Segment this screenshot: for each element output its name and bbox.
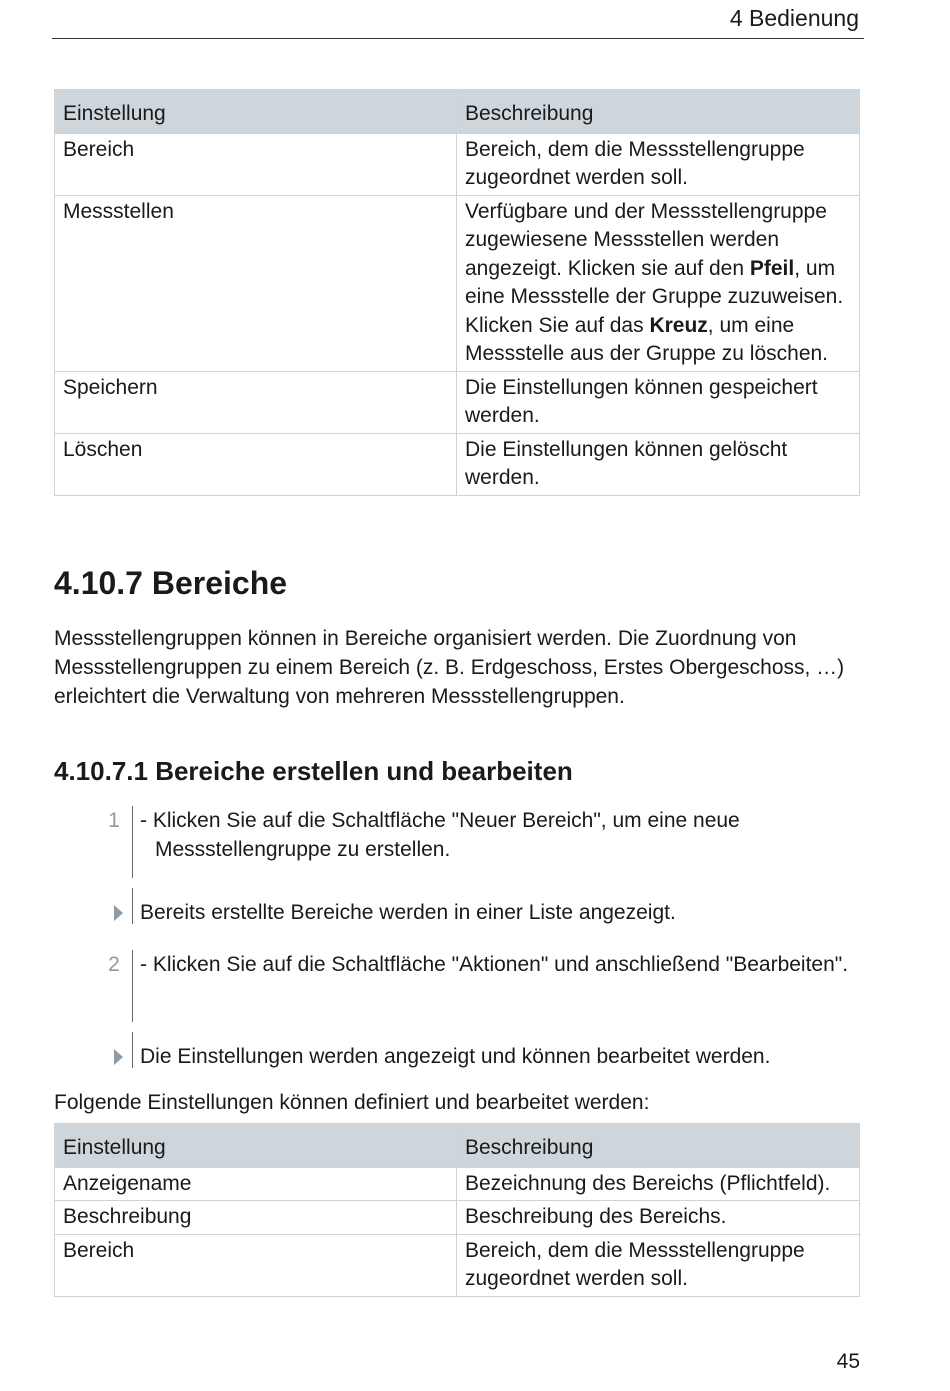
column-header-setting: Einstellung <box>55 90 457 134</box>
column-header-setting: Einstellung <box>55 1124 457 1168</box>
step-number: 1 <box>108 809 120 832</box>
step-divider <box>132 950 133 1022</box>
setting-cell: Bereich <box>55 1234 457 1296</box>
section-intro-paragraph: Messstellengruppen können in Bereiche organisiert werden. Die Zuordnung von Messstellengruppen zu einem Bereich (z. B. Erdgeschoss, Erstes Obergeschoss, …) erleichtert die Verwaltung von mehreren Messstellengruppen. <box>54 627 845 708</box>
description-text: Klicken sie auf den <box>567 256 750 280</box>
step-divider <box>132 806 133 878</box>
header-rule <box>52 38 864 39</box>
setting-cell: Anzeigename <box>55 1167 457 1201</box>
column-header-description: Beschreibung <box>457 1124 860 1168</box>
step-text: - Klicken Sie auf die Schaltfläche "Aktionen" und anschließend "Bearbeiten". <box>140 953 849 976</box>
description-cell: Die Einstellungen können gelöscht werden. <box>457 433 860 495</box>
emphasis-kreuz: Kreuz <box>649 313 708 337</box>
section-heading: 4.10.7 Bereiche <box>54 565 288 601</box>
running-head: 4 Bedienung <box>729 5 859 31</box>
table-row <box>55 433 860 495</box>
description-cell <box>457 195 860 371</box>
table-row <box>55 1167 860 1201</box>
column-header-description: Beschreibung <box>457 90 860 134</box>
emphasis-pfeil: Pfeil <box>749 256 795 280</box>
description-text: Klicken Sie auf das <box>465 313 650 337</box>
settings-table-groups <box>54 89 860 496</box>
description-cell: Bereich, dem die Messstellengruppe zugeordnet werden soll. <box>457 133 860 195</box>
setting-cell: Speichern <box>55 371 457 433</box>
table-row <box>55 1234 860 1296</box>
description-text: , um eine Messstelle der Gruppe zuzuweisen. <box>465 256 844 308</box>
result-arrow-icon <box>114 905 123 921</box>
description-cell: Die Einstellungen können gespeichert werden. <box>457 371 860 433</box>
table-header-row <box>55 90 860 134</box>
step-divider <box>132 1032 133 1068</box>
description-cell: Bezeichnung des Bereichs (Pflichtfeld). <box>457 1167 860 1201</box>
subsection-heading: 4.10.7.1 Bereiche erstellen und bearbeiten <box>54 756 573 786</box>
result-text: Bereits erstellte Bereiche werden in einer Liste angezeigt. <box>140 901 676 924</box>
description-text: Verfügbare und der Messstellengruppe zugewiesene Messstellen werden angezeigt. <box>465 199 827 280</box>
description-cell: Beschreibung des Bereichs. <box>457 1201 860 1235</box>
table-header-row <box>55 1124 860 1168</box>
setting-cell: Löschen <box>55 433 457 495</box>
setting-cell: Beschreibung <box>55 1201 457 1235</box>
followup-paragraph: Folgende Einstellungen können definiert und bearbeitet werden: <box>54 1091 650 1114</box>
setting-cell: Messstellen <box>55 195 457 371</box>
table-row <box>55 195 860 371</box>
step-text: - Klicken Sie auf die Schaltfläche "Neuer Bereich", um eine neue Messstellengruppe zu erstellen. <box>140 809 740 861</box>
result-text: Die Einstellungen werden angezeigt und können bearbeitet werden. <box>140 1045 771 1068</box>
page-number: 45 <box>836 1350 860 1373</box>
description-cell: Bereich, dem die Messstellengruppe zugeordnet werden soll. <box>457 1234 860 1296</box>
result-arrow-icon <box>114 1049 123 1065</box>
settings-table-areas <box>54 1123 860 1297</box>
table-row <box>55 371 860 433</box>
setting-cell: Bereich <box>55 133 457 195</box>
step-divider <box>132 888 133 924</box>
description-text: , um eine Messstelle aus der Gruppe zu löschen. <box>465 313 829 365</box>
table-row <box>55 133 860 195</box>
step-number: 2 <box>108 953 120 976</box>
table-row <box>55 1201 860 1235</box>
